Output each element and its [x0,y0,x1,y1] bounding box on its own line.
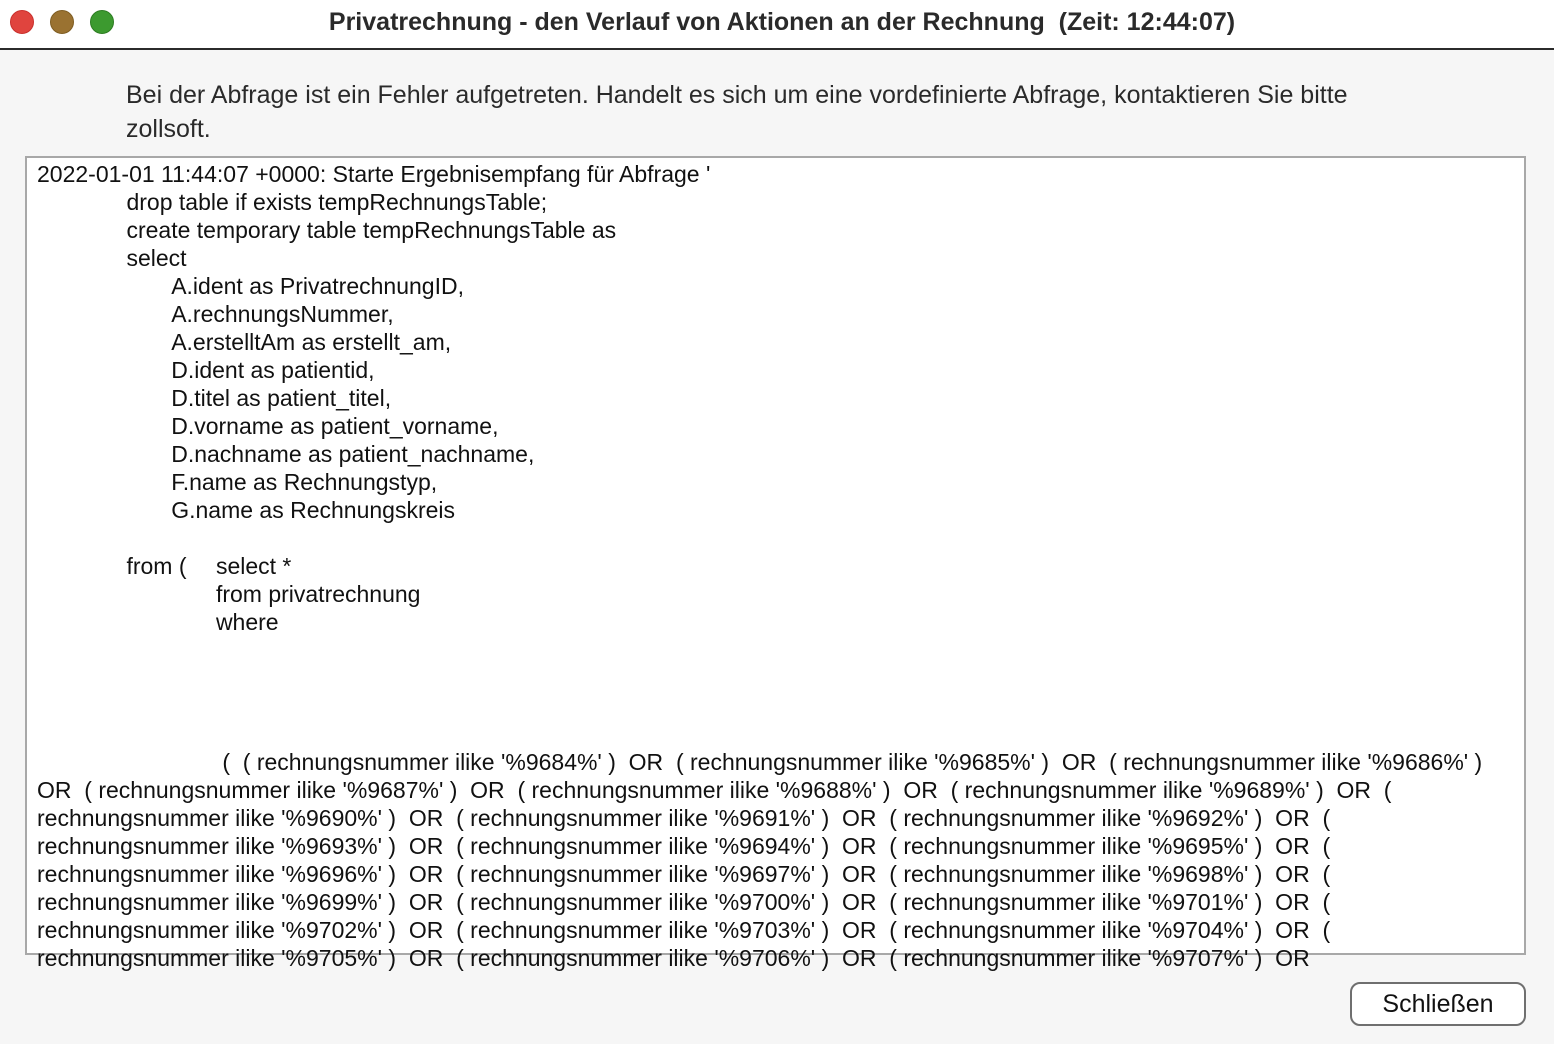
minimize-window-icon[interactable] [50,10,74,34]
query-log-text: 2022-01-01 11:44:07 +0000: Starte Ergebnisempfang für Abfrage ' drop table if exists tempRechnungsTable; create temporary table tempRechnungsTable as select A.ident as PrivatrechnungID, A.rechnungsNummer, A.erstelltAm as erstellt_am, D.ident as patientid, D.titel as patient_titel, D.vorname as patient_vorname, D.nachname as patient_nachname, F.name as Rechnungstyp, G.name as Rechnungskreis from ( select * from privatrechnung where ( ( rechnungsnummer ilike '%9684%' ) OR ( rechnungsnummer ilike '%9685%' ) OR ( rechnungsnummer ilike '%9686%' ) OR ( rechnungsnummer ilike '%9687%' ) OR ( rechnungsnummer ilike '%9688%' ) OR ( rechnungsnummer ilike '%9689%' ) OR ( rechnungsnummer ilike '%9690%' ) OR ( rechnungsnummer ilike '%9691%' ) OR ( rechnungsnummer ilike '%9692%' ) OR ( rechnungsnummer ilike '%9693%' ) OR ( rechnungsnummer ilike '%9694%' ) OR ( rechnungsnummer ilike '%9695%' ) OR ( rechnungsnummer ilike '%9696%' ) OR ( rechnungsnummer ilike '%9697%' ) OR ( rechnungsnummer ilike '%9698%' ) OR ( rechnungsnummer ilike '%9699%' ) OR ( rechnungsnummer ilike '%9700%' ) OR ( rechnungsnummer ilike '%9701%' ) OR ( rechnungsnummer ilike '%9702%' ) OR ( rechnungsnummer ilike '%9703%' ) OR ( rechnungsnummer ilike '%9704%' ) OR ( rechnungsnummer ilike '%9705%' ) OR ( rechnungsnummer ilike '%9706%' ) OR ( rechnungsnummer ilike '%9707%' ) OR [37,161,1483,971]
window-title: Privatrechnung - den Verlauf von Aktionen an der Rechnung (Zeit: 12:44:07) [328,8,1236,36]
zoom-window-icon[interactable] [90,10,114,34]
close-window-icon[interactable] [10,10,34,34]
close-button[interactable]: Schließen [1350,982,1526,1026]
query-log-textarea[interactable] [25,156,1526,971]
error-message: Bei der Abfrage ist ein Fehler aufgetreten. Handelt es sich um eine vordefinierte Abfrage, kontaktieren Sie bitte zollsoft. [126,81,1348,143]
title-bar [0,0,1554,50]
